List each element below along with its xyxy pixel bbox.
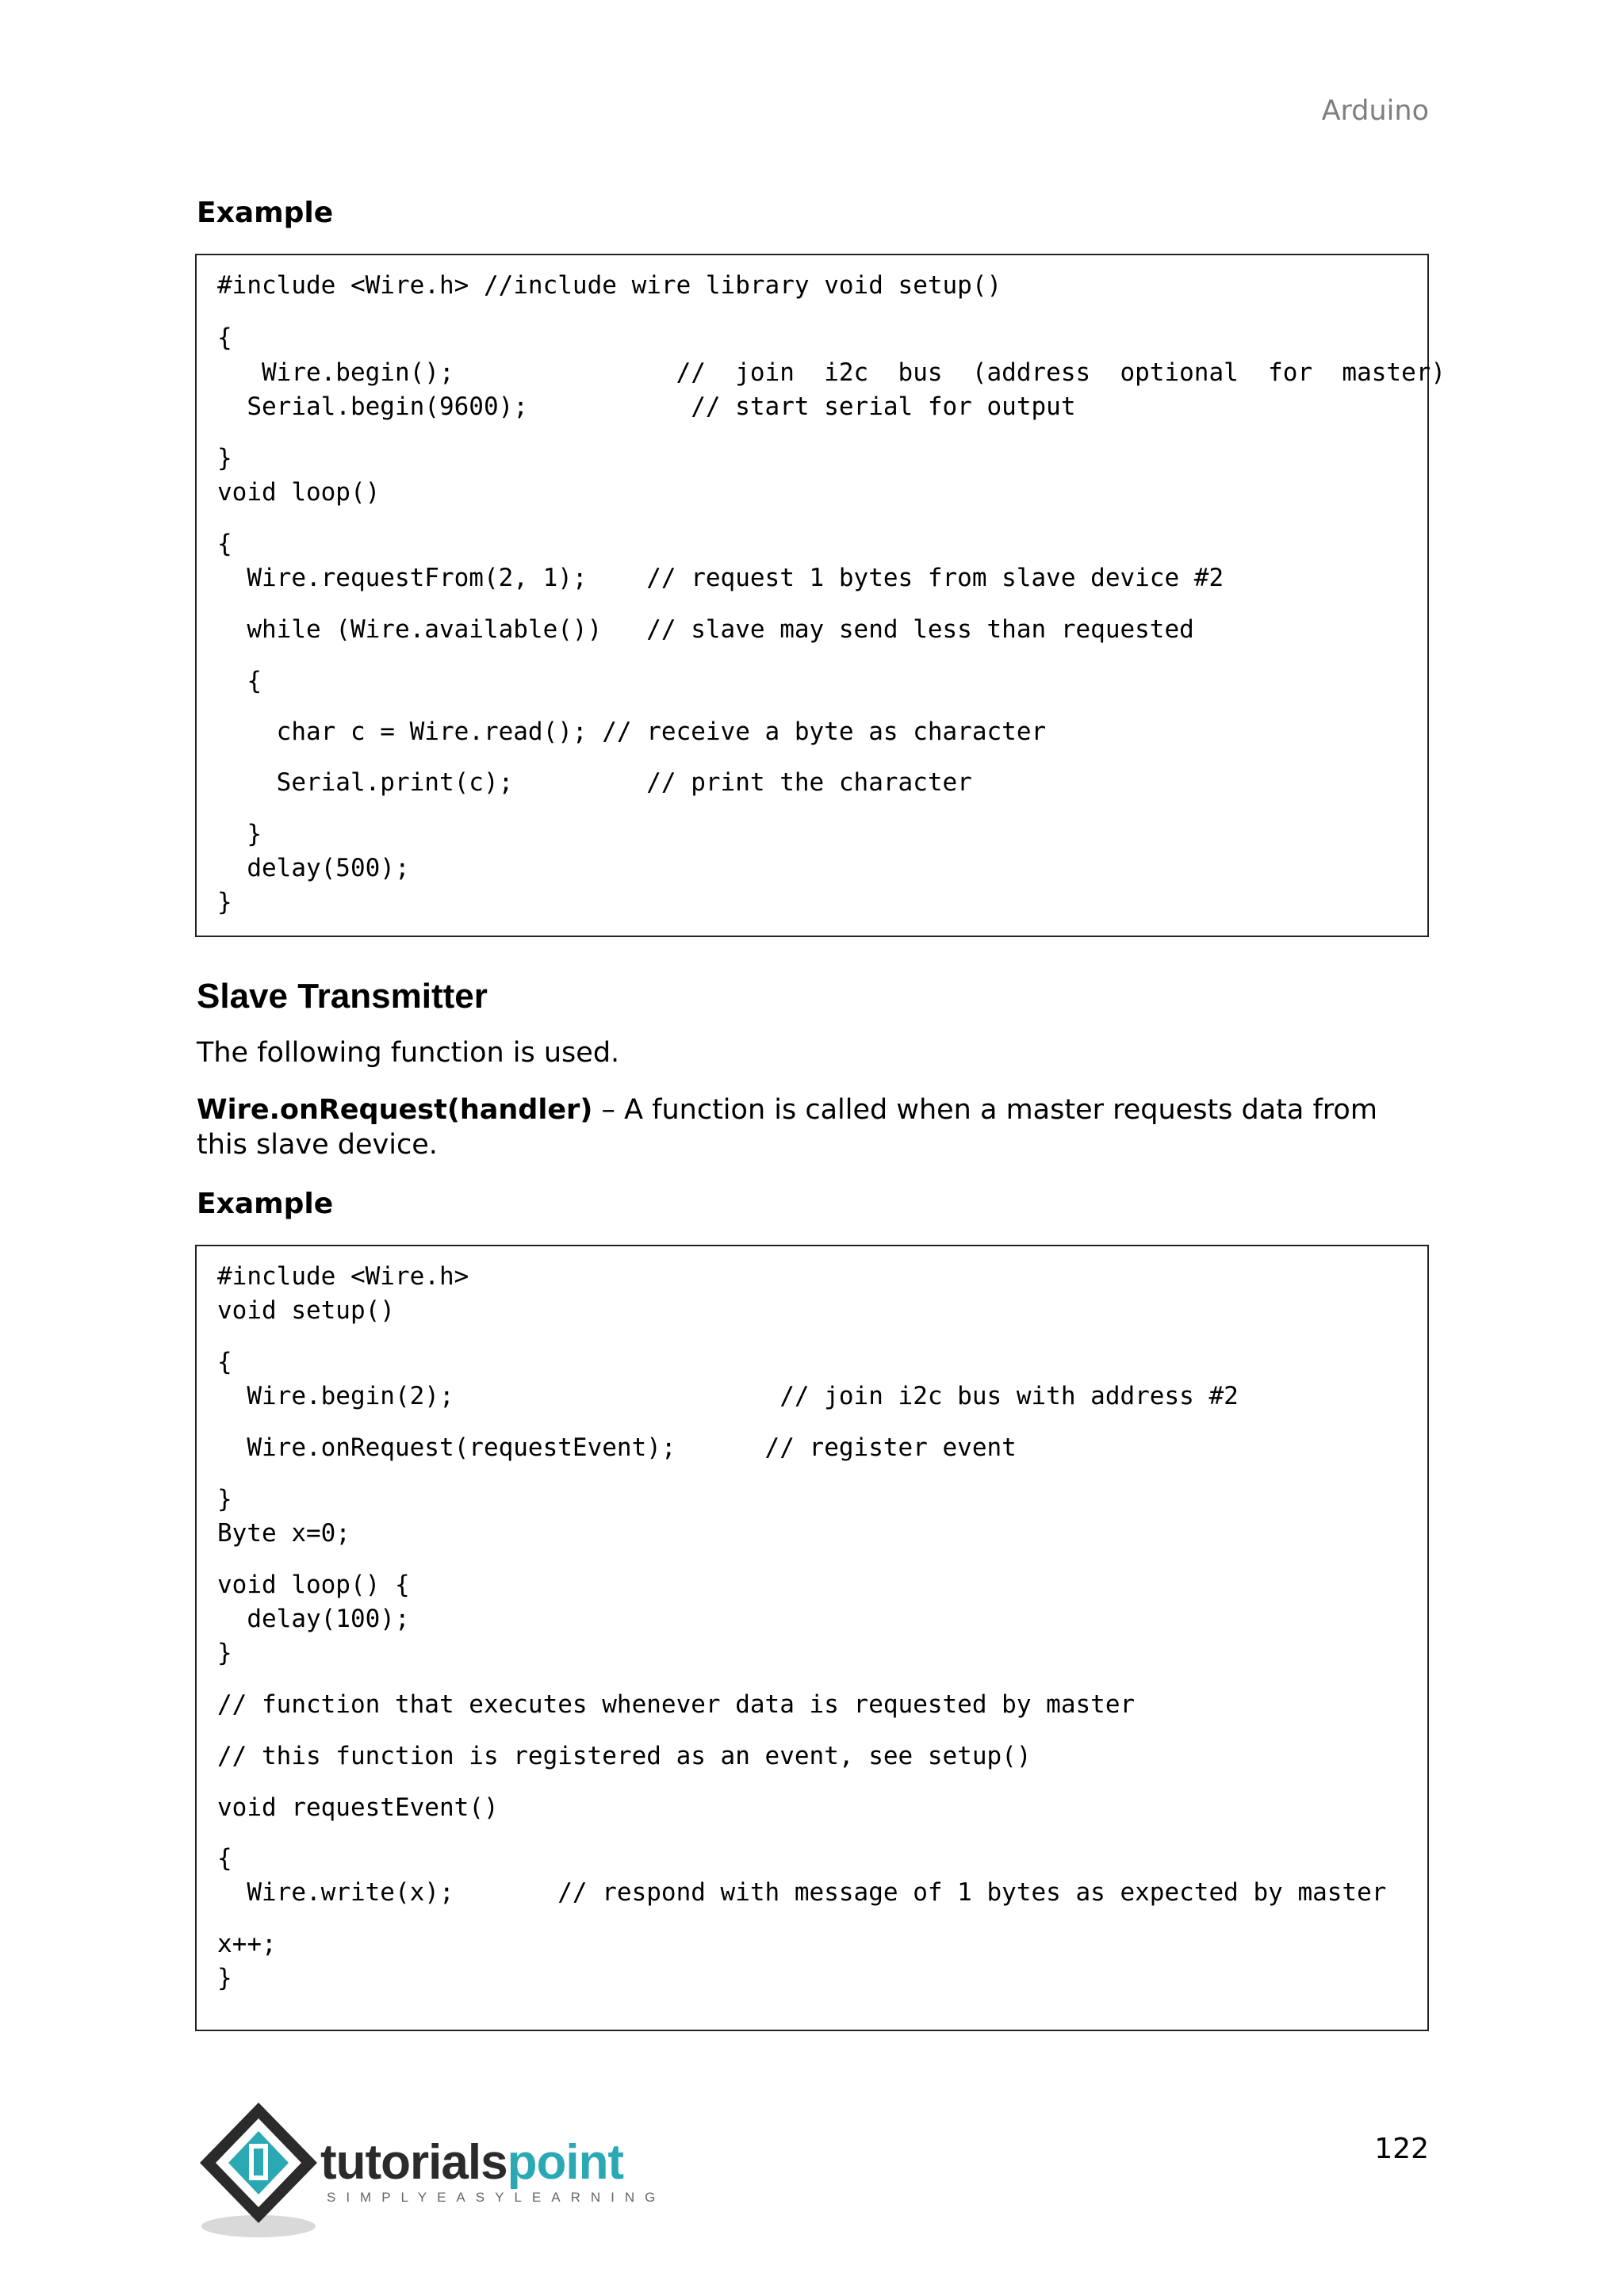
logo-wordmark: tutorialspoint [320,2135,624,2190]
code-block-2 [195,1245,1429,2031]
code-line: delay(500); [217,854,410,882]
code-line: } [217,1485,232,1513]
code-line: { [217,1348,232,1376]
code-line: } [217,1964,232,1992]
code-line: } [217,444,232,473]
code-line: } [217,820,262,848]
code-line: char c = Wire.read(); // receive a byte as character [217,718,1047,746]
example-label: Example [197,1188,334,1220]
code-line: Serial.begin(9600); // start serial for output [217,392,1076,421]
code-line: Wire.begin(); // join i2c bus (address optional for master) [217,358,1446,387]
logo-emblem-icon [193,2099,328,2242]
section-heading: Slave Transmitter [197,977,488,1016]
function-name: Wire.onRequest(handler) [197,1094,593,1126]
section-intro: The following function is used. [197,1037,620,1069]
code-line: #include <Wire.h> [217,1262,469,1291]
code-line: { [217,667,262,695]
code-line: } [217,888,232,916]
example-label: Example [197,197,334,229]
code-line: while (Wire.available()) // slave may send less than requested [217,615,1194,644]
code-line: Serial.print(c); // print the character [217,768,972,797]
code-line: } [217,1639,232,1667]
code-line: delay(100); [217,1605,410,1633]
function-desc: – A function is called when a master requests data from this slave device. [197,1094,1377,1161]
code-line: // function that executes whenever data is requested by master [217,1690,1136,1719]
code-line: Wire.onRequest(requestEvent); // register event [217,1433,1017,1462]
code-line: Wire.write(x); // respond with message of 1 bytes as expected by master [217,1878,1387,1907]
code-line: #include <Wire.h> //include wire library void setup() [217,271,1002,300]
code-line: Byte x=0; [217,1519,350,1548]
code-line: // this function is registered as an event, see setup() [217,1742,1032,1770]
function-description [197,1093,1431,1162]
code-line: Wire.requestFrom(2, 1); // request 1 bytes from slave device #2 [217,564,1224,592]
tutorialspoint-logo [193,2099,666,2242]
code-line: x++; [217,1930,277,1958]
code-line: void requestEvent() [217,1793,499,1822]
code-block-1 [195,254,1446,937]
logo-tagline: SIMPLYEASYLEARNING [327,2190,666,2205]
code-line: { [217,530,232,558]
code-line: { [217,1844,232,1873]
code-line: void loop() [217,478,381,507]
page-header-title: Arduino [1321,95,1429,127]
code-line: { [217,323,232,352]
code-line: void setup() [217,1296,395,1325]
code-line: Wire.begin(2); // join i2c bus with address #2 [217,1382,1239,1410]
code-line: void loop() { [217,1571,410,1599]
page-number: 122 [1374,2133,1429,2165]
